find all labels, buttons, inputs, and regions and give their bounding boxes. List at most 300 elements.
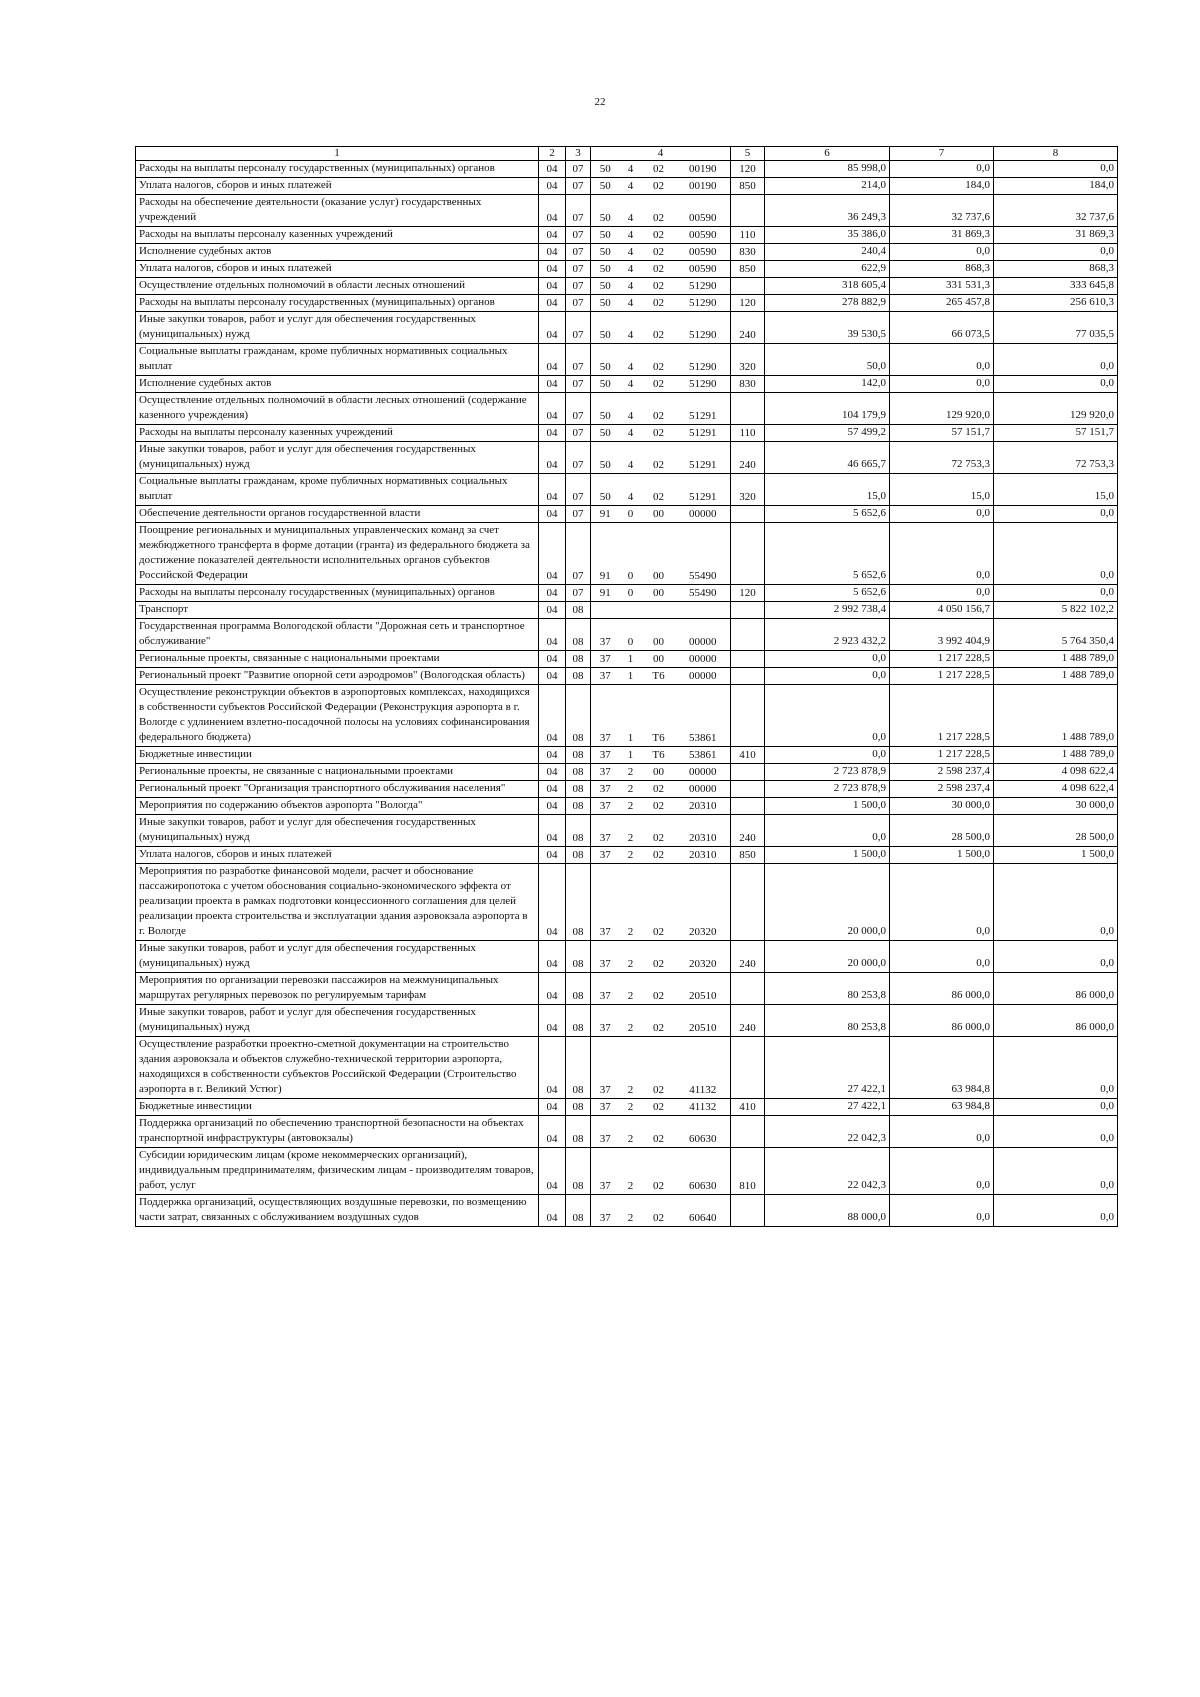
col7-amount: 2 598 237,4 bbox=[890, 764, 994, 781]
col2-code: 04 bbox=[539, 295, 566, 312]
col8-amount: 129 920,0 bbox=[994, 393, 1118, 425]
header-col-2: 2 bbox=[539, 147, 566, 161]
col4-direction: 02 bbox=[642, 312, 676, 344]
col6-amount: 2 723 878,9 bbox=[765, 781, 890, 798]
col4-program: 37 bbox=[591, 941, 620, 973]
col8-amount: 1 488 789,0 bbox=[994, 668, 1118, 685]
col8-amount: 4 098 622,4 bbox=[994, 781, 1118, 798]
col6-amount: 39 530,5 bbox=[765, 312, 890, 344]
col3-code: 07 bbox=[566, 393, 591, 425]
row-description: Обеспечение деятельности органов государственной власти bbox=[136, 506, 539, 523]
col4-direction: 02 bbox=[642, 847, 676, 864]
col4-program: 50 bbox=[591, 178, 620, 195]
col4-expense-code: 51290 bbox=[676, 312, 731, 344]
col2-code: 04 bbox=[539, 619, 566, 651]
col4-subprogram: 2 bbox=[620, 864, 642, 941]
col4-program: 91 bbox=[591, 523, 620, 585]
table-row bbox=[136, 376, 1118, 393]
col4-subprogram: 4 bbox=[620, 161, 642, 178]
col4-program: 50 bbox=[591, 195, 620, 227]
col6-amount: 2 923 432,2 bbox=[765, 619, 890, 651]
col4-expense-code: 51290 bbox=[676, 278, 731, 295]
col5-code: 850 bbox=[731, 178, 765, 195]
col4-direction: 02 bbox=[642, 1099, 676, 1116]
col4-expense-code: 55490 bbox=[676, 585, 731, 602]
col4-direction: 00 bbox=[642, 506, 676, 523]
col2-code: 04 bbox=[539, 651, 566, 668]
col4-program: 91 bbox=[591, 585, 620, 602]
col6-amount: 80 253,8 bbox=[765, 1005, 890, 1037]
col3-code: 08 bbox=[566, 668, 591, 685]
col2-code: 04 bbox=[539, 506, 566, 523]
col4-subprogram: 1 bbox=[620, 668, 642, 685]
col6-amount: 5 652,6 bbox=[765, 506, 890, 523]
header-col-8: 8 bbox=[994, 147, 1118, 161]
col4-program: 50 bbox=[591, 161, 620, 178]
col7-amount: 30 000,0 bbox=[890, 798, 994, 815]
table-row bbox=[136, 506, 1118, 523]
col4-program: 50 bbox=[591, 312, 620, 344]
col5-code: 110 bbox=[731, 227, 765, 244]
col2-code: 04 bbox=[539, 1116, 566, 1148]
col5-code bbox=[731, 668, 765, 685]
col7-amount: 1 217 228,5 bbox=[890, 668, 994, 685]
col4-expense-code: 60630 bbox=[676, 1116, 731, 1148]
row-description: Поддержка организаций, осуществляющих воздушные перевозки, по возмещению части затрат, связанных с обслуживанием воздушных судов bbox=[136, 1195, 539, 1227]
col2-code: 04 bbox=[539, 261, 566, 278]
col2-code: 04 bbox=[539, 178, 566, 195]
col4-direction: 02 bbox=[642, 261, 676, 278]
row-description: Региональные проекты, связанные с национальными проектами bbox=[136, 651, 539, 668]
col5-code: 120 bbox=[731, 161, 765, 178]
budget-table bbox=[135, 146, 1118, 1227]
col4-subprogram: 2 bbox=[620, 798, 642, 815]
table-row bbox=[136, 602, 1118, 619]
col7-amount: 0,0 bbox=[890, 864, 994, 941]
table-row bbox=[136, 523, 1118, 585]
col6-amount: 46 665,7 bbox=[765, 442, 890, 474]
col4-program: 37 bbox=[591, 1148, 620, 1195]
col2-code: 04 bbox=[539, 244, 566, 261]
col3-code: 07 bbox=[566, 178, 591, 195]
col4-expense-code: 51290 bbox=[676, 344, 731, 376]
col5-code: 830 bbox=[731, 376, 765, 393]
col8-amount: 15,0 bbox=[994, 474, 1118, 506]
col6-amount: 1 500,0 bbox=[765, 847, 890, 864]
col4-direction: 02 bbox=[642, 295, 676, 312]
col2-code: 04 bbox=[539, 847, 566, 864]
table-row bbox=[136, 1116, 1118, 1148]
col4-program: 37 bbox=[591, 1005, 620, 1037]
col8-amount: 5 822 102,2 bbox=[994, 602, 1118, 619]
col4-expense-code: 20510 bbox=[676, 973, 731, 1005]
col8-amount: 32 737,6 bbox=[994, 195, 1118, 227]
header-col-1: 1 bbox=[136, 147, 539, 161]
col4-program: 91 bbox=[591, 506, 620, 523]
row-description: Мероприятия по содержанию объектов аэропорта "Вологда" bbox=[136, 798, 539, 815]
table-row bbox=[136, 312, 1118, 344]
col4-direction: 02 bbox=[642, 376, 676, 393]
col8-amount: 0,0 bbox=[994, 344, 1118, 376]
col8-amount: 1 488 789,0 bbox=[994, 747, 1118, 764]
col5-code bbox=[731, 685, 765, 747]
row-description: Транспорт bbox=[136, 602, 539, 619]
col4-program: 50 bbox=[591, 442, 620, 474]
col4-program: 37 bbox=[591, 619, 620, 651]
col5-code: 320 bbox=[731, 344, 765, 376]
col4-expense-code: 20310 bbox=[676, 847, 731, 864]
col5-code: 240 bbox=[731, 941, 765, 973]
col7-amount: 265 457,8 bbox=[890, 295, 994, 312]
col5-code: 410 bbox=[731, 747, 765, 764]
col4-subprogram: 0 bbox=[620, 585, 642, 602]
col6-amount: 278 882,9 bbox=[765, 295, 890, 312]
col3-code: 08 bbox=[566, 1037, 591, 1099]
col5-code bbox=[731, 506, 765, 523]
col2-code: 04 bbox=[539, 973, 566, 1005]
col3-code: 08 bbox=[566, 619, 591, 651]
col4-program bbox=[591, 602, 620, 619]
col3-code: 08 bbox=[566, 685, 591, 747]
col7-amount: 0,0 bbox=[890, 376, 994, 393]
col4-program: 37 bbox=[591, 973, 620, 1005]
col6-amount: 0,0 bbox=[765, 685, 890, 747]
col3-code: 07 bbox=[566, 295, 591, 312]
col6-amount: 0,0 bbox=[765, 651, 890, 668]
col8-amount: 4 098 622,4 bbox=[994, 764, 1118, 781]
col3-code: 07 bbox=[566, 278, 591, 295]
col6-amount: 1 500,0 bbox=[765, 798, 890, 815]
col4-subprogram: 4 bbox=[620, 344, 642, 376]
table-row bbox=[136, 278, 1118, 295]
col4-subprogram: 4 bbox=[620, 393, 642, 425]
col4-expense-code bbox=[676, 602, 731, 619]
header-col-7: 7 bbox=[890, 147, 994, 161]
col4-expense-code: 00590 bbox=[676, 227, 731, 244]
col4-subprogram: 4 bbox=[620, 376, 642, 393]
table-row bbox=[136, 798, 1118, 815]
header-col-5: 5 bbox=[731, 147, 765, 161]
col4-program: 50 bbox=[591, 295, 620, 312]
col2-code: 04 bbox=[539, 668, 566, 685]
col3-code: 08 bbox=[566, 1195, 591, 1227]
col4-expense-code: 00000 bbox=[676, 781, 731, 798]
col2-code: 04 bbox=[539, 161, 566, 178]
col4-expense-code: 20320 bbox=[676, 864, 731, 941]
col7-amount: 72 753,3 bbox=[890, 442, 994, 474]
col2-code: 04 bbox=[539, 1037, 566, 1099]
col7-amount: 0,0 bbox=[890, 344, 994, 376]
col4-program: 50 bbox=[591, 425, 620, 442]
table-row bbox=[136, 864, 1118, 941]
col4-subprogram: 2 bbox=[620, 1116, 642, 1148]
col8-amount: 0,0 bbox=[994, 941, 1118, 973]
col4-expense-code: 51291 bbox=[676, 425, 731, 442]
col5-code bbox=[731, 602, 765, 619]
col7-amount: 0,0 bbox=[890, 1195, 994, 1227]
col2-code: 04 bbox=[539, 764, 566, 781]
col6-amount: 0,0 bbox=[765, 668, 890, 685]
col3-code: 08 bbox=[566, 602, 591, 619]
col2-code: 04 bbox=[539, 815, 566, 847]
col3-code: 08 bbox=[566, 1005, 591, 1037]
row-description: Расходы на обеспечение деятельности (оказание услуг) государственных учреждений bbox=[136, 195, 539, 227]
col4-program: 37 bbox=[591, 798, 620, 815]
col4-direction: 02 bbox=[642, 941, 676, 973]
col4-program: 50 bbox=[591, 227, 620, 244]
col4-direction: Т6 bbox=[642, 685, 676, 747]
col8-amount: 0,0 bbox=[994, 1099, 1118, 1116]
col4-program: 37 bbox=[591, 685, 620, 747]
table-row bbox=[136, 1005, 1118, 1037]
col4-subprogram: 4 bbox=[620, 195, 642, 227]
table-row bbox=[136, 847, 1118, 864]
col3-code: 07 bbox=[566, 585, 591, 602]
col7-amount: 1 217 228,5 bbox=[890, 747, 994, 764]
col6-amount: 22 042,3 bbox=[765, 1148, 890, 1195]
col4-direction: 02 bbox=[642, 442, 676, 474]
col3-code: 07 bbox=[566, 474, 591, 506]
row-description: Уплата налогов, сборов и иных платежей bbox=[136, 178, 539, 195]
col6-amount: 27 422,1 bbox=[765, 1099, 890, 1116]
col4-program: 50 bbox=[591, 244, 620, 261]
col5-code: 240 bbox=[731, 815, 765, 847]
col4-direction bbox=[642, 602, 676, 619]
row-description: Уплата налогов, сборов и иных платежей bbox=[136, 261, 539, 278]
col6-amount: 2 723 878,9 bbox=[765, 764, 890, 781]
col5-code bbox=[731, 651, 765, 668]
col2-code: 04 bbox=[539, 344, 566, 376]
col3-code: 08 bbox=[566, 973, 591, 1005]
col7-amount: 0,0 bbox=[890, 1148, 994, 1195]
col2-code: 04 bbox=[539, 1195, 566, 1227]
table-row bbox=[136, 781, 1118, 798]
col8-amount: 0,0 bbox=[994, 1116, 1118, 1148]
col8-amount: 72 753,3 bbox=[994, 442, 1118, 474]
col2-code: 04 bbox=[539, 425, 566, 442]
row-description: Социальные выплаты гражданам, кроме публичных нормативных социальных выплат bbox=[136, 344, 539, 376]
col4-program: 50 bbox=[591, 278, 620, 295]
col4-program: 37 bbox=[591, 864, 620, 941]
col4-expense-code: 20510 bbox=[676, 1005, 731, 1037]
row-description: Иные закупки товаров, работ и услуг для обеспечения государственных (муниципальных) нужд bbox=[136, 941, 539, 973]
table-row bbox=[136, 393, 1118, 425]
col3-code: 07 bbox=[566, 344, 591, 376]
col3-code: 07 bbox=[566, 261, 591, 278]
col5-code bbox=[731, 1037, 765, 1099]
col3-code: 07 bbox=[566, 161, 591, 178]
col4-expense-code: 00000 bbox=[676, 764, 731, 781]
table-row bbox=[136, 973, 1118, 1005]
col4-direction: 02 bbox=[642, 227, 676, 244]
col4-direction: 02 bbox=[642, 815, 676, 847]
row-description: Государственная программа Вологодской области "Дорожная сеть и транспортное обслуживание" bbox=[136, 619, 539, 651]
col7-amount: 0,0 bbox=[890, 1116, 994, 1148]
col8-amount: 86 000,0 bbox=[994, 1005, 1118, 1037]
col4-expense-code: 20310 bbox=[676, 798, 731, 815]
col4-direction: 02 bbox=[642, 973, 676, 1005]
col7-amount: 57 151,7 bbox=[890, 425, 994, 442]
col5-code: 320 bbox=[731, 474, 765, 506]
col3-code: 08 bbox=[566, 864, 591, 941]
row-description: Субсидии юридическим лицам (кроме некоммерческих организаций), индивидуальным предпринимателям, физическим лицам - производителям товаров, работ, услуг bbox=[136, 1148, 539, 1195]
col7-amount: 331 531,3 bbox=[890, 278, 994, 295]
row-description: Поддержка организаций по обеспечению транспортной безопасности на объектах транспортной инфраструктуры (автовокзалы) bbox=[136, 1116, 539, 1148]
col8-amount: 0,0 bbox=[994, 1195, 1118, 1227]
row-description: Иные закупки товаров, работ и услуг для обеспечения государственных (муниципальных) нужд bbox=[136, 312, 539, 344]
col2-code: 04 bbox=[539, 312, 566, 344]
col4-program: 50 bbox=[591, 376, 620, 393]
col4-program: 50 bbox=[591, 393, 620, 425]
table-row bbox=[136, 941, 1118, 973]
col4-expense-code: 00000 bbox=[676, 506, 731, 523]
col6-amount: 15,0 bbox=[765, 474, 890, 506]
col2-code: 04 bbox=[539, 523, 566, 585]
col8-amount: 0,0 bbox=[994, 244, 1118, 261]
col4-subprogram: 4 bbox=[620, 474, 642, 506]
col3-code: 08 bbox=[566, 651, 591, 668]
col7-amount: 3 992 404,9 bbox=[890, 619, 994, 651]
col3-code: 08 bbox=[566, 1148, 591, 1195]
col3-code: 07 bbox=[566, 376, 591, 393]
row-description: Расходы на выплаты персоналу казенных учреждений bbox=[136, 227, 539, 244]
col7-amount: 184,0 bbox=[890, 178, 994, 195]
col4-subprogram: 4 bbox=[620, 244, 642, 261]
col5-code bbox=[731, 278, 765, 295]
col4-direction: 02 bbox=[642, 195, 676, 227]
col4-subprogram: 0 bbox=[620, 506, 642, 523]
col8-amount: 0,0 bbox=[994, 506, 1118, 523]
table-row bbox=[136, 585, 1118, 602]
col8-amount: 57 151,7 bbox=[994, 425, 1118, 442]
col3-code: 07 bbox=[566, 506, 591, 523]
table-row bbox=[136, 442, 1118, 474]
header-col-4: 4 bbox=[591, 147, 731, 161]
col7-amount: 31 869,3 bbox=[890, 227, 994, 244]
col4-direction: Т6 bbox=[642, 668, 676, 685]
col4-direction: 02 bbox=[642, 1037, 676, 1099]
col4-expense-code: 51291 bbox=[676, 474, 731, 506]
col4-subprogram: 4 bbox=[620, 278, 642, 295]
col4-direction: 02 bbox=[642, 798, 676, 815]
table-row bbox=[136, 1148, 1118, 1195]
col3-code: 07 bbox=[566, 523, 591, 585]
col4-subprogram: 2 bbox=[620, 781, 642, 798]
row-description: Осуществление разработки проектно-сметной документации на строительство здания аэровокзала и объектов служебно-технической территории аэропорта, находящихся в собственности субъектов Российской Федерации (Строительство аэропорта в г. Великий Устюг) bbox=[136, 1037, 539, 1099]
col6-amount: 0,0 bbox=[765, 815, 890, 847]
col6-amount: 0,0 bbox=[765, 747, 890, 764]
col2-code: 04 bbox=[539, 747, 566, 764]
col5-code: 120 bbox=[731, 295, 765, 312]
col4-direction: 02 bbox=[642, 1116, 676, 1148]
col4-subprogram: 2 bbox=[620, 1148, 642, 1195]
row-description: Исполнение судебных актов bbox=[136, 244, 539, 261]
col4-expense-code: 60630 bbox=[676, 1148, 731, 1195]
col5-code bbox=[731, 973, 765, 1005]
col6-amount: 5 652,6 bbox=[765, 585, 890, 602]
col6-amount: 240,4 bbox=[765, 244, 890, 261]
col4-expense-code: 00000 bbox=[676, 619, 731, 651]
col5-code: 810 bbox=[731, 1148, 765, 1195]
col4-direction: 02 bbox=[642, 474, 676, 506]
col2-code: 04 bbox=[539, 278, 566, 295]
row-description: Бюджетные инвестиции bbox=[136, 747, 539, 764]
col7-amount: 0,0 bbox=[890, 585, 994, 602]
table-row bbox=[136, 344, 1118, 376]
col3-code: 07 bbox=[566, 227, 591, 244]
col4-subprogram bbox=[620, 602, 642, 619]
col4-direction: 02 bbox=[642, 864, 676, 941]
col7-amount: 28 500,0 bbox=[890, 815, 994, 847]
col8-amount: 77 035,5 bbox=[994, 312, 1118, 344]
col8-amount: 28 500,0 bbox=[994, 815, 1118, 847]
col4-direction: 02 bbox=[642, 1148, 676, 1195]
table-row bbox=[136, 1037, 1118, 1099]
col6-amount: 22 042,3 bbox=[765, 1116, 890, 1148]
col5-code bbox=[731, 393, 765, 425]
col2-code: 04 bbox=[539, 1148, 566, 1195]
col7-amount: 0,0 bbox=[890, 523, 994, 585]
col5-code bbox=[731, 1195, 765, 1227]
col4-direction: 02 bbox=[642, 278, 676, 295]
table-row bbox=[136, 651, 1118, 668]
col4-program: 37 bbox=[591, 747, 620, 764]
col6-amount: 20 000,0 bbox=[765, 864, 890, 941]
row-description: Иные закупки товаров, работ и услуг для обеспечения государственных (муниципальных) нужд bbox=[136, 442, 539, 474]
col4-subprogram: 4 bbox=[620, 312, 642, 344]
col7-amount: 1 500,0 bbox=[890, 847, 994, 864]
col5-code: 120 bbox=[731, 585, 765, 602]
col2-code: 04 bbox=[539, 1005, 566, 1037]
col6-amount: 80 253,8 bbox=[765, 973, 890, 1005]
table-row bbox=[136, 295, 1118, 312]
col6-amount: 2 992 738,4 bbox=[765, 602, 890, 619]
col5-code bbox=[731, 195, 765, 227]
col6-amount: 20 000,0 bbox=[765, 941, 890, 973]
table-row bbox=[136, 474, 1118, 506]
col2-code: 04 bbox=[539, 195, 566, 227]
col3-code: 08 bbox=[566, 847, 591, 864]
col4-subprogram: 2 bbox=[620, 973, 642, 1005]
col8-amount: 256 610,3 bbox=[994, 295, 1118, 312]
row-description: Осуществление отдельных полномочий в области лесных отношений bbox=[136, 278, 539, 295]
col4-program: 37 bbox=[591, 847, 620, 864]
col6-amount: 85 998,0 bbox=[765, 161, 890, 178]
header-col-6: 6 bbox=[765, 147, 890, 161]
col2-code: 04 bbox=[539, 602, 566, 619]
col2-code: 04 bbox=[539, 685, 566, 747]
table-row bbox=[136, 747, 1118, 764]
col4-expense-code: 00590 bbox=[676, 261, 731, 278]
col4-expense-code: 51290 bbox=[676, 295, 731, 312]
col7-amount: 1 217 228,5 bbox=[890, 685, 994, 747]
col8-amount: 30 000,0 bbox=[994, 798, 1118, 815]
col6-amount: 36 249,3 bbox=[765, 195, 890, 227]
col5-code: 240 bbox=[731, 312, 765, 344]
col4-subprogram: 4 bbox=[620, 295, 642, 312]
row-description: Региональный проект "Развитие опорной сети аэродромов" (Вологодская область) bbox=[136, 668, 539, 685]
row-description: Расходы на выплаты персоналу казенных учреждений bbox=[136, 425, 539, 442]
col8-amount: 1 488 789,0 bbox=[994, 685, 1118, 747]
table-row bbox=[136, 764, 1118, 781]
col2-code: 04 bbox=[539, 376, 566, 393]
col4-subprogram: 4 bbox=[620, 442, 642, 474]
col4-direction: 00 bbox=[642, 651, 676, 668]
col4-direction: 02 bbox=[642, 393, 676, 425]
col2-code: 04 bbox=[539, 442, 566, 474]
col5-code bbox=[731, 798, 765, 815]
table-row bbox=[136, 619, 1118, 651]
